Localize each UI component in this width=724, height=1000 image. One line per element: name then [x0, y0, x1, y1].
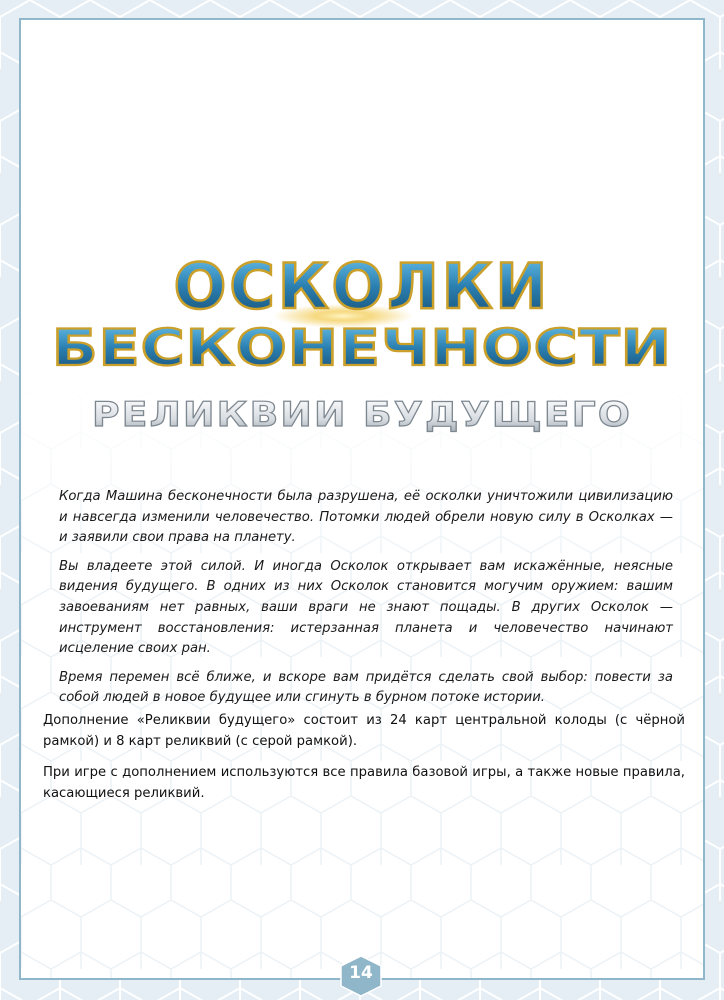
title-line-1: ОСКОЛКИ [173, 250, 551, 323]
story-paragraph: Вы владеете этой силой. И иногда Осколок открывает вам искажённые, неясные видения будущего. В одних из них Осколок становится могучим оружием: вашим завоеваниям нет равных, ваши враги не знают пощады. В других Осколок — инструмент восстановления: истерзанная планета и человечество начинают исцеление своих ран. [59, 558, 673, 657]
page-number-badge [339, 955, 383, 997]
rules-paragraph: Дополнение «Реликвии будущего» состоит из 24 карт центральной колоды (с чёрной рамкой) и 8 карт реликвий (с серой рамкой). [43, 713, 685, 749]
page-number: 14 [349, 963, 373, 983]
subtitle: РЕЛИКВИИ БУДУЩЕГО [92, 395, 632, 435]
story-paragraph: Время перемен всё ближе, и вскоре вам придётся сделать свой выбор: повести за собой людей в новое будущее или сгинуть в бурном потоке истории. [59, 669, 673, 706]
page-panel [19, 18, 705, 980]
story-paragraph: Когда Машина бесконечности была разрушена, её осколки уничтожили цивилизацию и навсегда изменили человечество. Потомки людей обрели новую силу в Осколках — и заявили свои права на планету. [59, 489, 673, 546]
title-line-2: БЕСКОНЕЧНОСТИ [52, 319, 672, 377]
rules-section [43, 710, 685, 814]
rules-paragraph: При игре с дополнением используются все правила базовой игры, а также новые правила, касающиеся реликвий. [43, 765, 685, 801]
game-logo [21, 230, 703, 450]
story-section [59, 487, 673, 717]
